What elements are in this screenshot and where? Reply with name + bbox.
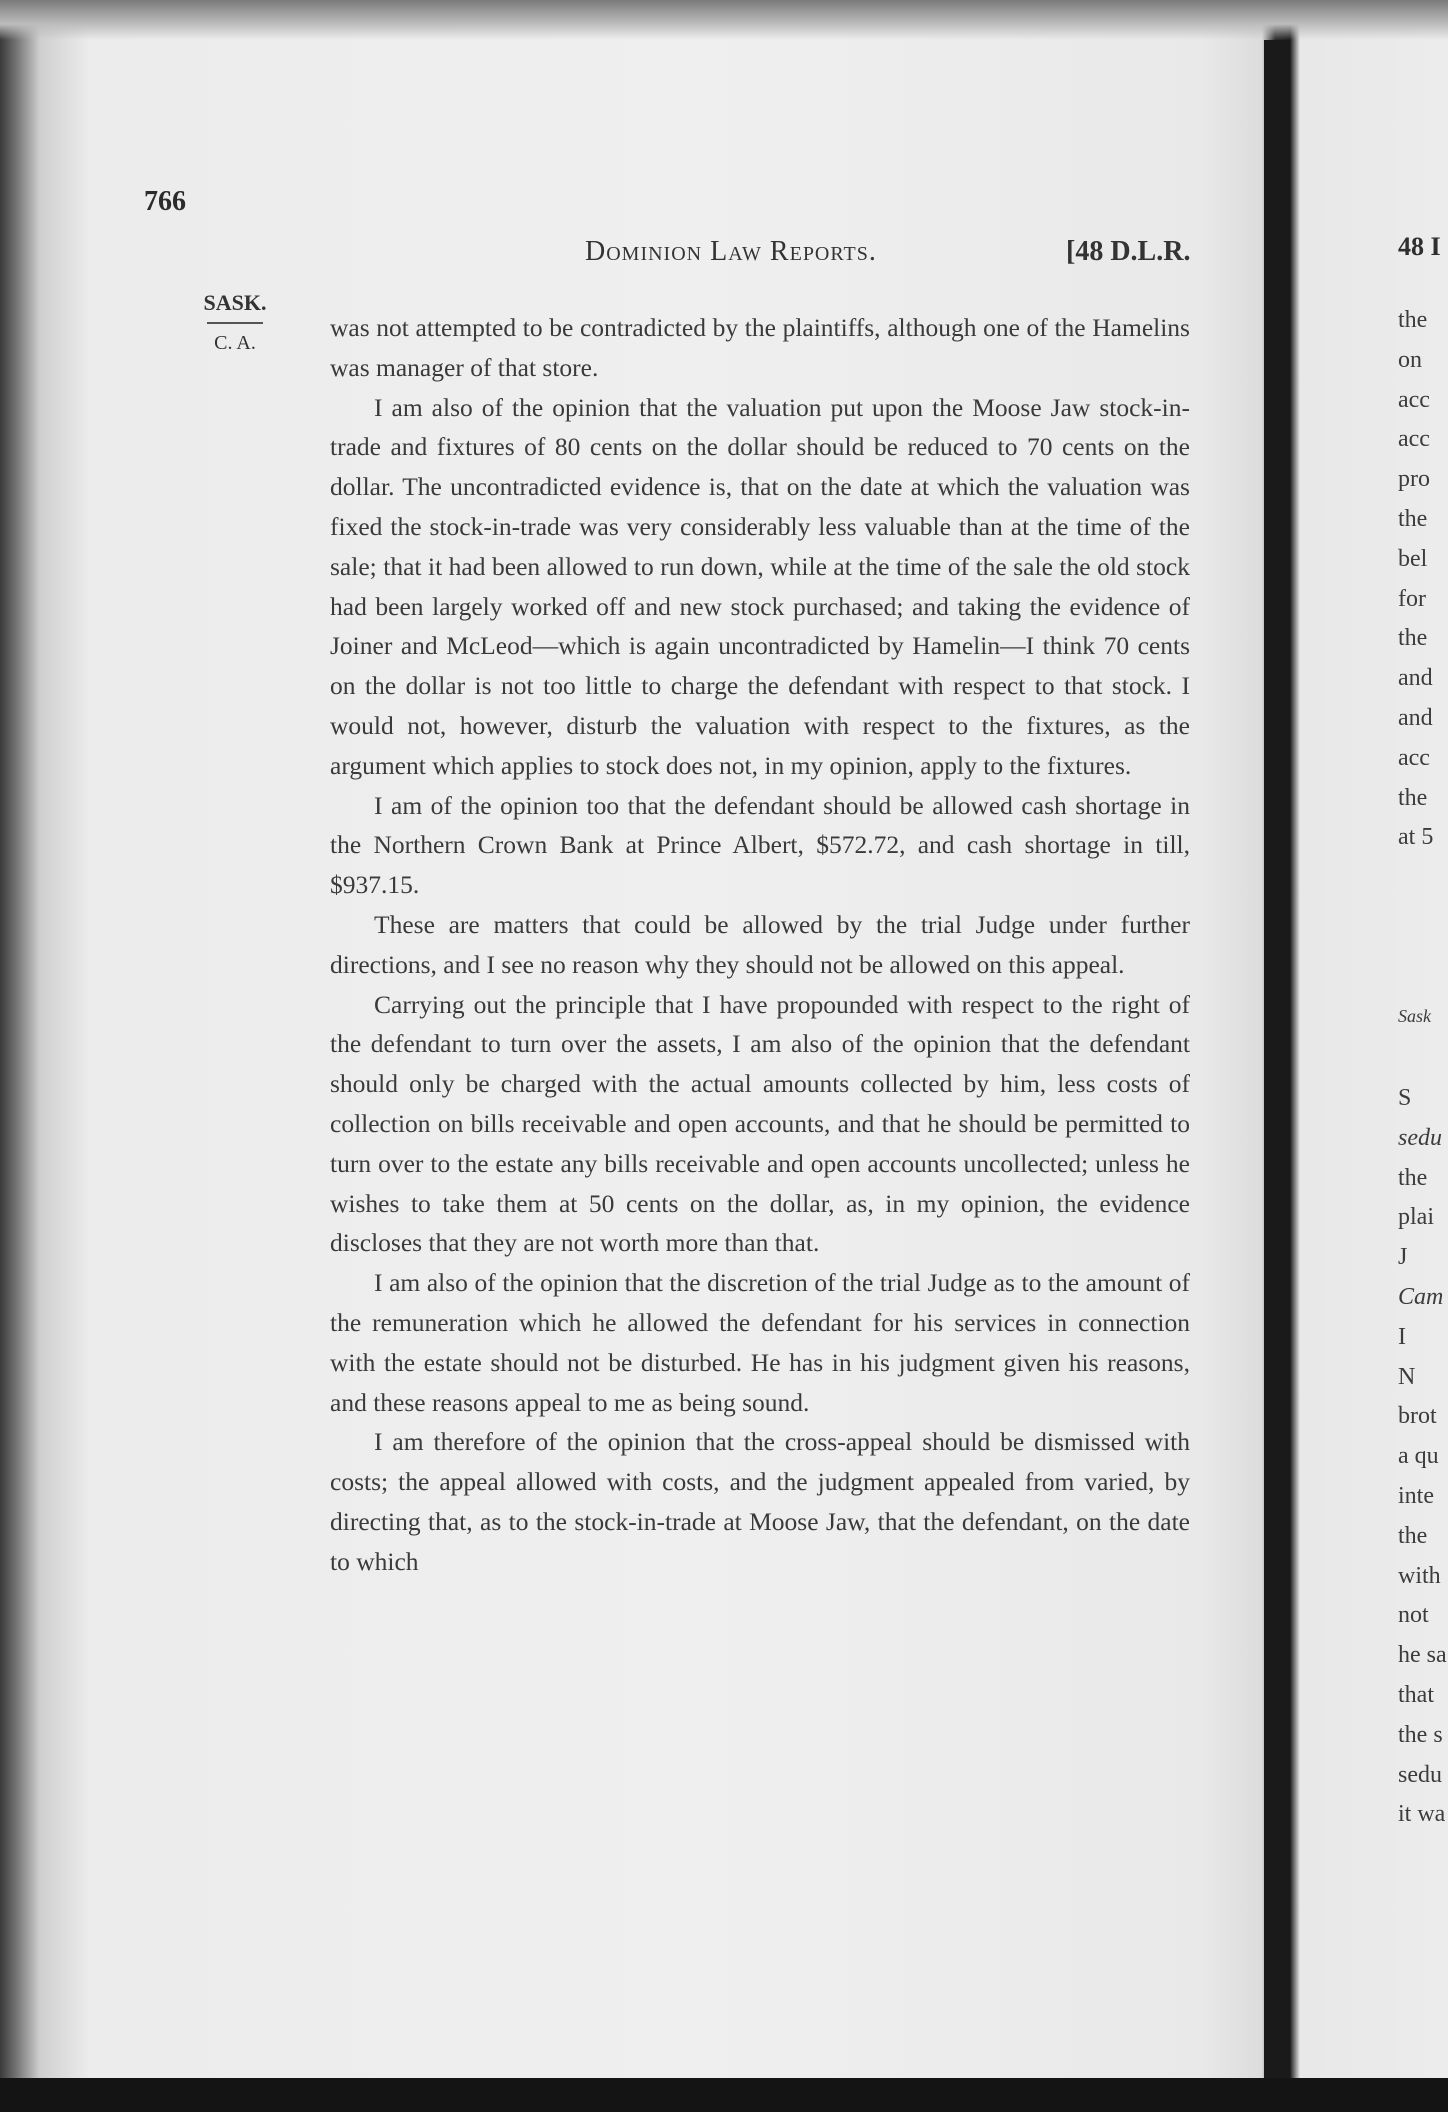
facing-page-line: the xyxy=(1398,307,1428,333)
margin-note xyxy=(180,290,290,355)
facing-page-head: 48 I xyxy=(1398,232,1441,261)
facing-page-line: with xyxy=(1398,1562,1441,1589)
facing-page-line: not xyxy=(1398,1602,1429,1629)
facing-page-line: bel xyxy=(1398,545,1428,572)
facing-page-line: N xyxy=(1398,1363,1416,1390)
facing-page-line: and xyxy=(1398,705,1433,731)
page-number: 766 xyxy=(144,186,186,217)
facing-page-line: brot xyxy=(1398,1403,1437,1430)
facing-page-line: the xyxy=(1398,784,1428,811)
facing-page-line: sedu xyxy=(1398,1761,1442,1788)
scan-bottom-edge xyxy=(0,2078,1448,2112)
facing-page-line: pro xyxy=(1398,466,1430,493)
margin-province: SASK. xyxy=(203,290,267,315)
facing-page-line: acc xyxy=(1398,386,1430,413)
facing-page-line: the xyxy=(1398,1522,1428,1549)
facing-page-line: sedu xyxy=(1398,1124,1442,1151)
facing-page-line: plai xyxy=(1398,1204,1434,1231)
paragraph: These are matters that could be allowed by the trial Judge under further directions, and I see no reason why they should not be allowed on this appeal. xyxy=(330,909,1190,979)
facing-page-line: the xyxy=(1398,506,1428,532)
margin-rule xyxy=(207,322,263,324)
paragraph: I am also of the opinion that the discretion of the trial Judge as to the amount of the remuneration which he allowed the defendant for his services in connection with the estate should not be disturbed. He has in his judgment given his reasons, and these reasons appeal to me as being sound. xyxy=(330,1268,1190,1417)
facing-page-line: that xyxy=(1398,1682,1434,1708)
facing-page-line: a qu xyxy=(1398,1443,1439,1470)
facing-page-line: it wa xyxy=(1398,1801,1446,1828)
facing-page-line: for xyxy=(1398,585,1426,612)
facing-page-line: the s xyxy=(1398,1721,1443,1748)
facing-page-line: the xyxy=(1398,625,1428,652)
running-head: Dominion Law Reports. xyxy=(585,236,877,267)
paragraph: I am therefore of the opinion that the cross-appeal should be dismissed with costs; the appeal allowed with costs, and the judgment appealed from varied, by directing that, as to the stock-in-trade at Moose Jaw, that the defendant, on the date to which xyxy=(330,1427,1190,1576)
facing-page-line: acc xyxy=(1398,426,1430,453)
volume-reference: [48 D.L.R. xyxy=(1066,236,1191,267)
scan-top-edge xyxy=(0,0,1448,40)
facing-page-edge xyxy=(1398,0,1448,2112)
body-text xyxy=(330,308,1190,1582)
paragraph: was not attempted to be contradicted by the plaintiffs, although one of the Hamelins was manager of that store. xyxy=(330,313,1190,382)
margin-court: C. A. xyxy=(214,332,256,354)
facing-page-line: I xyxy=(1398,1323,1406,1350)
facing-page-line: at 5 xyxy=(1398,824,1434,851)
facing-page-line: on xyxy=(1398,346,1422,373)
paragraph: I am of the opinion too that the defendant should be allowed cash shortage in the Northern Crown Bank at Prince Albert, $572.72, and cash shortage in till, $937.15. xyxy=(330,790,1190,900)
facing-page-line: J xyxy=(1398,1244,1408,1271)
facing-page-side-note: Sask xyxy=(1398,1006,1431,1026)
facing-page-line: Cam xyxy=(1398,1284,1444,1310)
book-gutter xyxy=(1264,40,1290,2080)
paragraph: Carrying out the principle that I have propounded with respect to the right of the defendant to turn over the assets, I am also of the opinion that the defendant should only be charged with the actual amounts collected by him, less costs of collection on bills receivable and open accounts, and that he should be permitted to turn over to the estate any bills receivable and open accounts uncollected; unless he wishes to take them at 50 cents on the dollar, as, in my opinion, the evidence discloses that they are not worth more than that. xyxy=(330,989,1190,1258)
facing-page-line: inte xyxy=(1398,1483,1434,1509)
paragraph: I am also of the opinion that the valuation put upon the Moose Jaw stock-in-trade and fixtures of 80 cents on the dollar should be reduced to 70 cents on the dollar. The uncontradicted evidence is, that on the date at which the valuation was fixed the stock-in-trade was very considerably less valuable than at the time of the sale; that it had been allowed to run down, while at the time of the sale the old stock had been largely worked off and new stock purchased; and taking the evidence of Joiner and McLeod—which is again uncontradicted by Hamelin—I think 70 cents on the dollar is not too little to charge the defendant with respect to that stock. I would not, however, disturb the valuation with respect to the fixtures, as the argument which applies to stock does not, in my opinion, apply to the fixtures. xyxy=(330,392,1190,780)
facing-page-line: acc xyxy=(1398,744,1430,771)
facing-page-line: the xyxy=(1398,1164,1428,1191)
left-page xyxy=(40,40,1262,2080)
facing-page-line: he sa xyxy=(1398,1642,1447,1669)
facing-page-line: S xyxy=(1398,1085,1412,1111)
facing-page-line: and xyxy=(1398,665,1433,692)
